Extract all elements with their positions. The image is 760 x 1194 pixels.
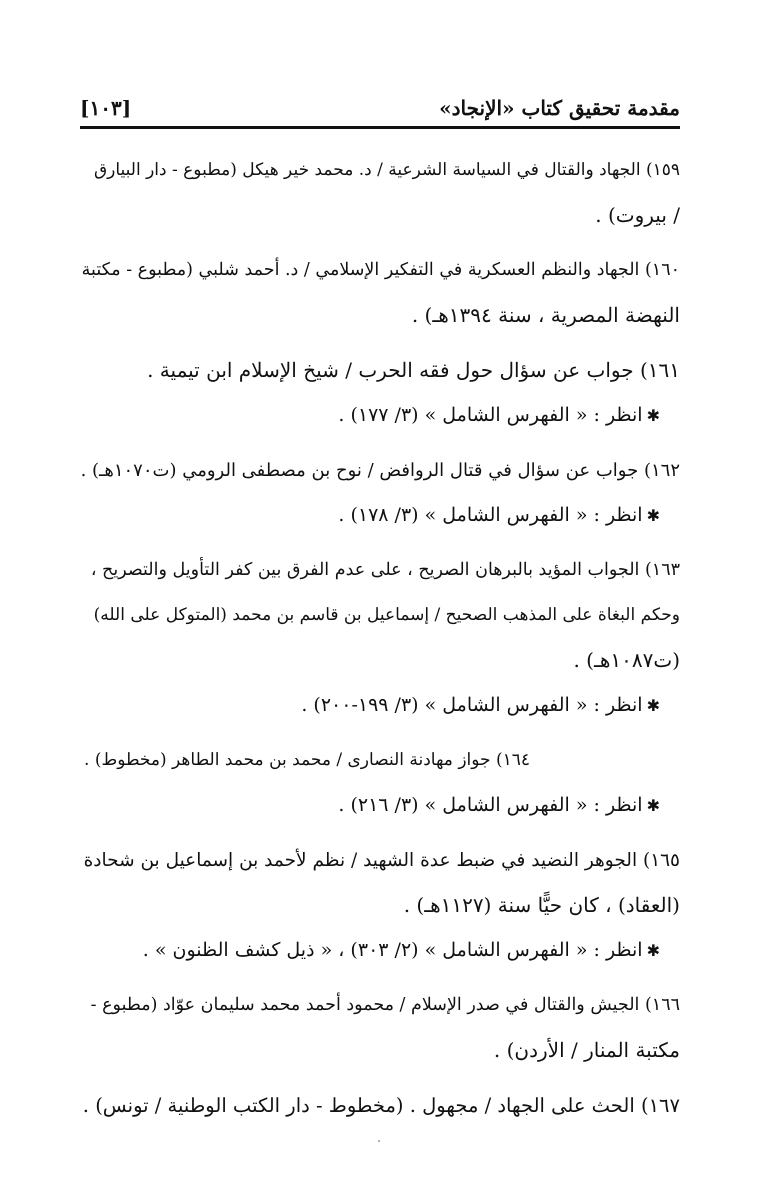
note-text: انظر : « الفهرس الشامل » (٣/ ١٧٧) . bbox=[338, 404, 643, 426]
list-item bbox=[80, 448, 680, 538]
entry-line: ١٦٣) الجواب المؤيد بالبرهان الصريح ، على عدم الفرق بين كفر التأويل والتصريح ، bbox=[90, 560, 680, 580]
note-text: انظر : « الفهرس الشامل » (٣/ ٢١٦) . bbox=[338, 794, 643, 816]
list-item bbox=[80, 838, 680, 973]
entry-line: ١٦٠) الجهاد والنظم العسكرية في التفكير الإسلامي / د. أحمد شلبي (مطبوع - مكتبة bbox=[81, 260, 680, 280]
list-item bbox=[80, 348, 680, 438]
page-header bbox=[80, 80, 680, 129]
list-item bbox=[80, 548, 680, 728]
list-item bbox=[80, 1083, 680, 1128]
note-line bbox=[80, 683, 680, 728]
page-speck bbox=[378, 1140, 380, 1142]
asterisk-icon: ✱ bbox=[646, 696, 660, 715]
entry-line: وحكم البغاة على المذهب الصحيح / إسماعيل بن قاسم بن محمد (المتوكل على الله) bbox=[93, 605, 680, 625]
note-text: انظر : « الفهرس الشامل » (٣/ ١٩٩-٢٠٠) . bbox=[301, 694, 643, 716]
entry-line: ١٦٢) جواب عن سؤال في قتال الروافض / نوح بن مصطفى الرومي (ت١٠٧٠هـ) . bbox=[80, 460, 680, 481]
entry-line: (العقاد) ، كان حيًّا سنة (١١٢٧هـ) . bbox=[403, 893, 680, 917]
note-text: انظر : « الفهرس الشامل » (٢/ ٣٠٣) ، « ذيل كشف الظنون » . bbox=[142, 939, 643, 961]
note-text: انظر : « الفهرس الشامل » (٣/ ١٧٨) . bbox=[338, 504, 643, 526]
entry-line: ١٦١) جواب عن سؤال حول فقه الحرب / شيخ الإسلام ابن تيمية . bbox=[147, 358, 680, 382]
entry-line: ١٦٦) الجيش والقتال في صدر الإسلام / محمود أحمد محمد سليمان عوّاد (مطبوع - bbox=[90, 995, 680, 1015]
note-line bbox=[80, 928, 680, 973]
entry-line: / بيروت) . bbox=[595, 203, 680, 227]
asterisk-icon: ✱ bbox=[646, 941, 660, 960]
bibliography-list bbox=[80, 148, 680, 1138]
asterisk-icon: ✱ bbox=[646, 506, 660, 525]
list-item bbox=[80, 983, 680, 1073]
asterisk-icon: ✱ bbox=[646, 796, 660, 815]
list-item bbox=[80, 738, 680, 828]
asterisk-icon: ✱ bbox=[646, 406, 660, 425]
note-line bbox=[80, 493, 680, 538]
entry-line: ١٦٧) الحث على الجهاد / مجهول . (مخطوط - دار الكتب الوطنية / تونس) . bbox=[82, 1094, 680, 1117]
note-line bbox=[80, 783, 680, 828]
note-line bbox=[80, 393, 680, 438]
entry-line: ١٥٩) الجهاد والقتال في السياسة الشرعية / د. محمد خير هيكل (مطبوع - دار البيارق bbox=[93, 160, 680, 180]
entry-line: مكتبة المنار / الأردن) . bbox=[493, 1038, 680, 1062]
entry-line: النهضة المصرية ، سنة ١٣٩٤هـ) . bbox=[411, 303, 680, 327]
list-item bbox=[80, 148, 680, 238]
running-title: مقدمة تحقيق كتاب «الإنجاد» bbox=[439, 96, 680, 120]
entry-line: ١٦٤) جواز مهادنة النصارى / محمد بن محمد الطاهر (مخطوط) . bbox=[84, 750, 530, 770]
entry-line: (ت١٠٨٧هـ) . bbox=[573, 648, 680, 672]
list-item bbox=[80, 248, 680, 338]
entry-line: ١٦٥) الجوهر النضيد في ضبط عدة الشهيد / نظم لأحمد بن إسماعيل بن شحادة bbox=[83, 850, 680, 871]
page-number: [١٠٣] bbox=[80, 96, 132, 120]
